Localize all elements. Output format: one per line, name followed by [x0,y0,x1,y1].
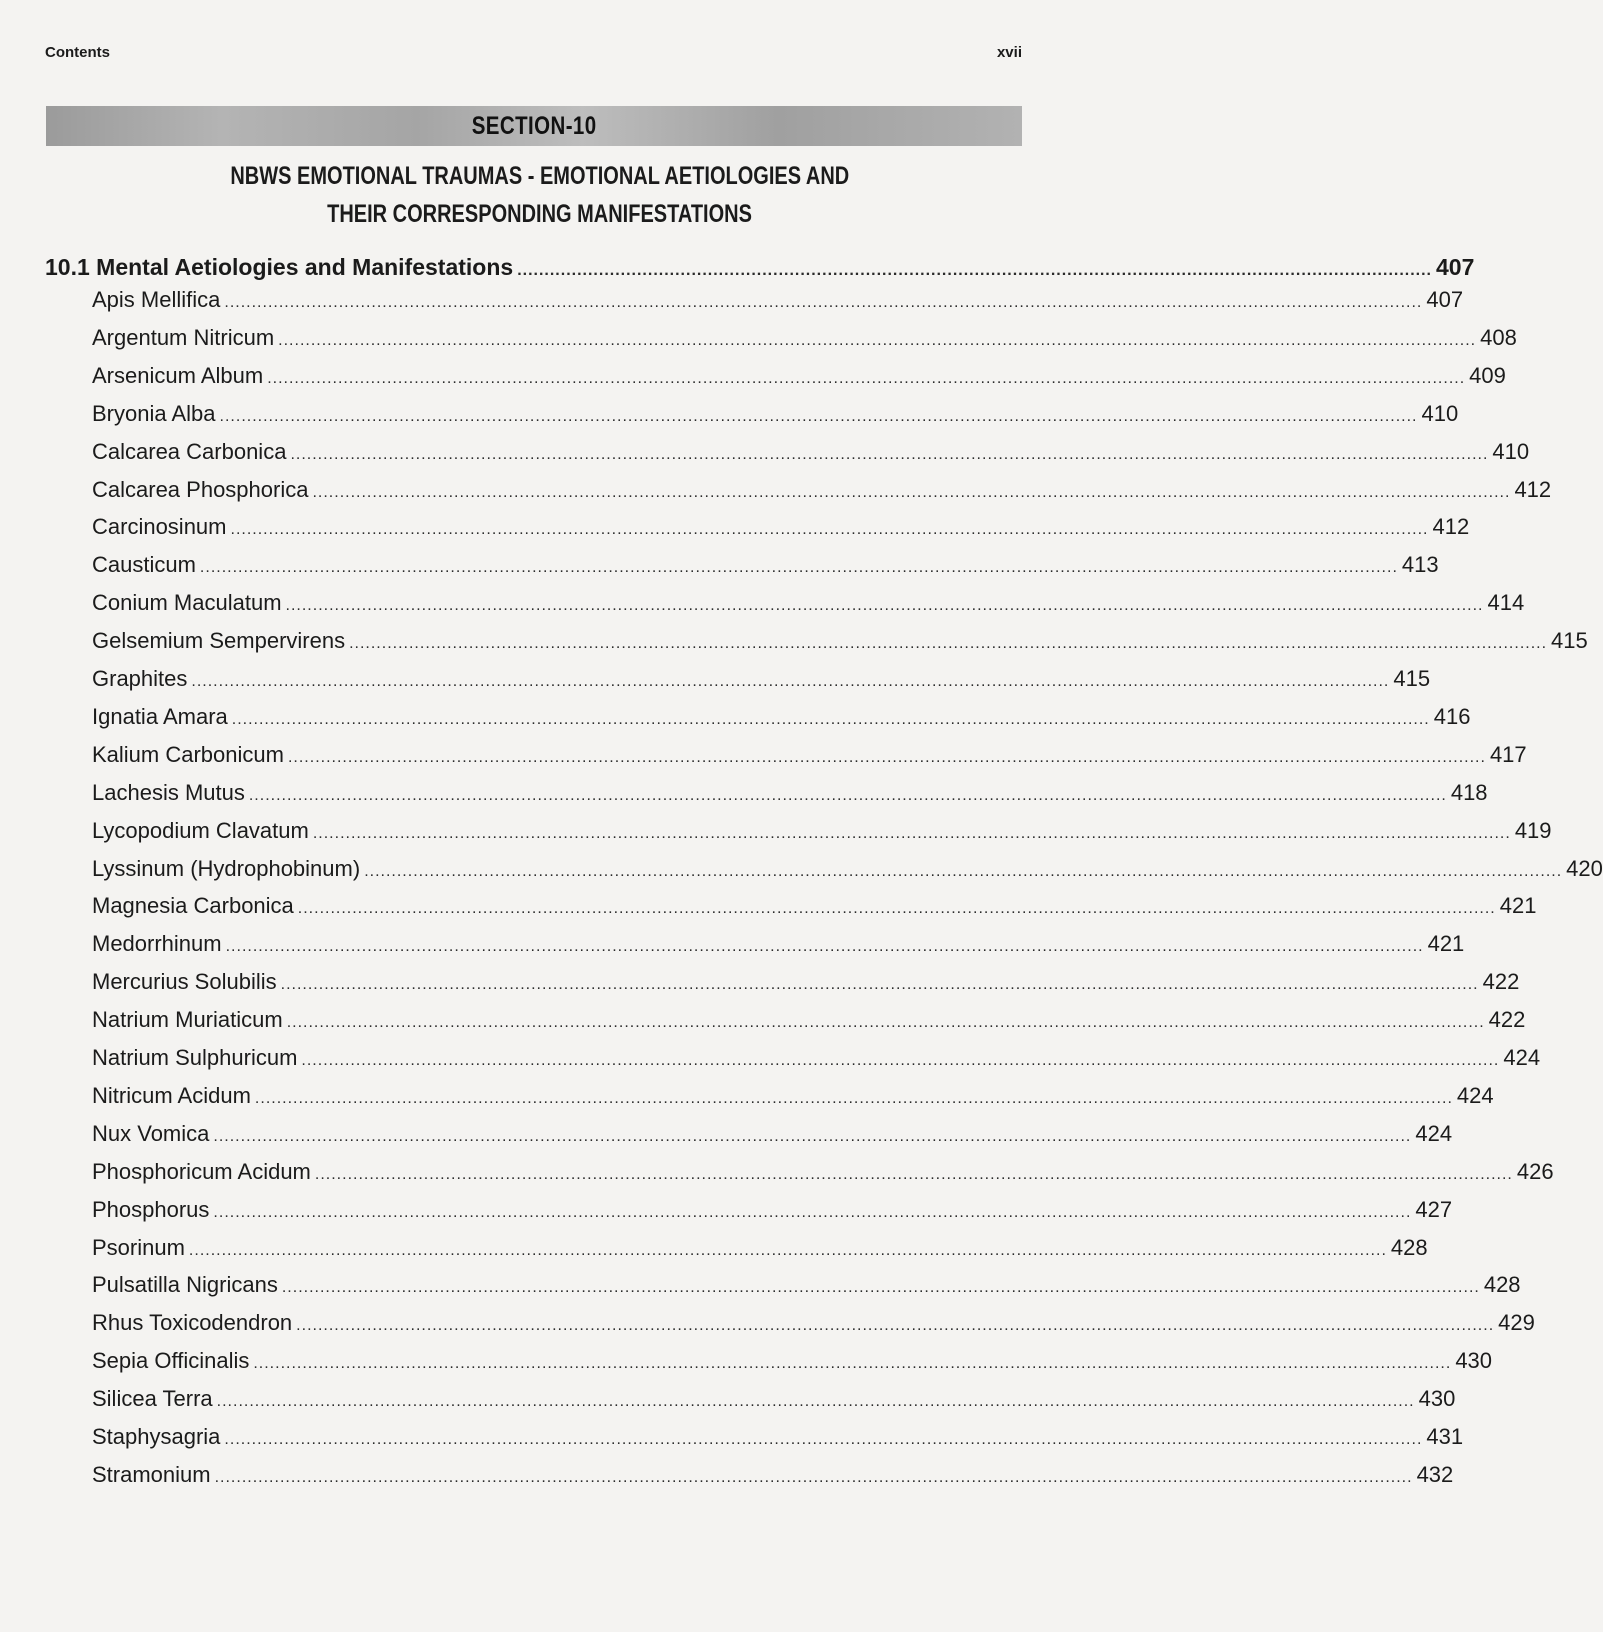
toc-entry-title: Conium Maculatum [92,590,282,616]
toc-entry-title: Apis Mellifica [92,287,221,312]
toc-entry-title: Staphysagria [92,1424,221,1449]
toc-entry-page: 407 [1426,287,1464,312]
toc-entry[interactable] [92,1120,1453,1151]
toc-entry-title: Natrium Muriaticum [92,1007,283,1033]
toc-entry[interactable] [92,1348,1493,1378]
toc-entry[interactable] [92,362,1506,393]
toc-entry[interactable] [92,1461,1454,1492]
toc-entry[interactable] [92,1007,1526,1037]
toc-entry-title: Bryonia Alba [92,400,216,426]
toc-entry-title: Carcinosinum [92,514,227,540]
toc-entry-title: Phosphorus [92,1196,210,1222]
toc-main-entry-title: 10.1 Mental Aetiologies and Manifestations [45,254,514,280]
toc-entry-page: 410 [1421,400,1459,426]
running-header-left: Contents [45,44,110,61]
page-number-roman: xvii [996,44,1022,61]
toc-entry-title: Pulsatilla Nigricans [92,1272,278,1298]
dot-leader: ............................................................................................................................................................................................................................ [349,635,1548,653]
toc-entry-page: 430 [1455,1348,1493,1374]
toc-entry[interactable] [92,1310,1535,1340]
dot-leader: ............................................................................................................................................................................................................................ [254,1089,1453,1107]
toc-entry-title: Stramonium [92,1461,211,1487]
toc-entry-title: Phosphoricum Acidum [92,1158,311,1184]
dot-leader: ............................................................................................................................................................................................................................ [296,1317,1495,1335]
toc-entry-page: 413 [1401,552,1439,578]
toc-entry-title: Lyssinum (Hydrophobinum) [92,855,361,881]
toc-entry-title: Kalium Carbonicum [92,741,284,767]
toc-entry[interactable] [92,1158,1554,1189]
toc-main-entry-page: 407 [1436,254,1475,280]
toc-entry-title: Lycopodium Clavatum [92,817,309,843]
toc-entry-title: Nitricum Acidum [92,1082,251,1108]
toc-entry-page: 408 [1480,324,1517,350]
toc-entry-page: 416 [1433,703,1471,729]
toc-entry[interactable] [92,666,1431,696]
toc-entry-title: Silicea Terra [92,1386,213,1412]
dot-leader: ............................................................................................................................................................................................................................ [188,1241,1387,1259]
toc-entry-page: 426 [1516,1158,1554,1184]
toc-entry[interactable] [92,1045,1541,1075]
toc-entry-page: 420 [1566,855,1603,881]
toc-entry-page: 415 [1551,628,1588,654]
toc-entry[interactable] [92,1234,1428,1265]
dot-leader: ............................................................................................................................................................................................................................ [297,900,1496,918]
section-title-line-2: THEIR CORRESPONDING MANIFESTATIONS [327,200,753,228]
dot-leader: ............................................................................................................................................................................................................................ [191,673,1390,690]
toc-entry[interactable] [92,514,1470,544]
toc-entry-title: Graphites [92,666,188,691]
toc-entry[interactable] [92,476,1552,507]
dot-leader: ............................................................................................................................................................................................................................ [248,786,1447,804]
toc-entry-title: Calcarea Carbonica [92,438,287,464]
toc-entry-title: Calcarea Phosphorica [92,476,309,502]
toc-entry-page: 431 [1426,1424,1464,1449]
toc-entry-title: Mercurius Solubilis [92,969,277,995]
toc-entry-title: Natrium Sulphuricum [92,1045,298,1070]
dot-leader: ............................................................................................................................................................................................................................ [231,710,1430,728]
dot-leader: ............................................................................................................................................................................................................................ [290,445,1489,463]
toc-entry[interactable] [92,1386,1456,1416]
dot-leader: ............................................................................................................................................................................................................................ [224,1431,1423,1448]
dot-leader: ............................................................................................................................................................................................................................ [364,862,1563,880]
toc-entry-page: 429 [1498,1310,1535,1336]
toc-entry[interactable] [92,590,1525,620]
toc-entry-page: 421 [1427,931,1465,957]
dot-leader: ............................................................................................................................................................................................................................ [312,483,1511,501]
toc-entry-title: Ignatia Amara [92,703,228,729]
toc-entry[interactable] [92,1196,1453,1227]
toc-entry-title: Nux Vomica [92,1120,210,1146]
toc-entry-page: 410 [1492,438,1530,464]
toc-entry-page: 428 [1390,1234,1428,1260]
toc-entry-page: 421 [1499,893,1537,919]
dot-leader: ............................................................................................................................................................................................................................ [214,1468,1413,1486]
dot-leader: ............................................................................................................................................................................................................................ [312,824,1511,842]
toc-entry-page: 412 [1514,476,1552,502]
toc-entry[interactable] [92,628,1588,658]
toc-entry-page: 422 [1482,969,1520,995]
dot-leader: ............................................................................................................................................................................................................................ [216,1393,1415,1411]
toc-entry-title: Magnesia Carbonica [92,893,294,919]
dot-leader: ............................................................................................................................................................................................................................ [301,1052,1500,1069]
toc-entry-page: 422 [1488,1007,1526,1033]
toc-entry-page: 409 [1469,362,1506,388]
dot-leader: ............................................................................................................................................................................................................................ [253,1355,1452,1373]
dot-leader: ............................................................................................................................................................................................................................ [281,1279,1480,1297]
toc-entry-page: 415 [1393,666,1431,691]
toc-entry[interactable] [92,287,1464,317]
toc-entry-page: 417 [1489,741,1527,767]
toc-entry-title: Argentum Nitricum [92,324,275,350]
toc-entry[interactable] [92,703,1471,734]
toc-entry-title: Psorinum [92,1234,185,1260]
dot-leader: ............................................................................................................................................................................................................................ [287,748,1486,766]
toc-entry-page: 427 [1415,1196,1453,1222]
dot-leader: ............................................................................................................................................................................................................................ [219,407,1418,425]
toc-entry[interactable] [92,324,1517,355]
toc-entry-title: Medorrhinum [92,931,222,957]
toc-entry-page: 424 [1415,1120,1453,1146]
section-banner [46,106,1022,146]
dot-leader: ............................................................................................................................................................................................................................ [280,976,1479,994]
toc-entry-page: 419 [1514,817,1552,843]
toc-entry[interactable] [92,855,1603,886]
toc-entry-page: 428 [1483,1272,1521,1298]
dot-leader: ............................................................................................................................................................................................................................ [286,1014,1485,1032]
toc-entry[interactable] [92,817,1552,848]
dot-leader: ............................................................................................................................................................................................................................ [199,559,1398,577]
toc-entry-page: 418 [1450,779,1488,805]
toc-entry-page: 414 [1487,590,1525,616]
dot-leader: ............................................................................................................................................................................................................................ [285,597,1484,615]
toc-entry-title: Gelsemium Sempervirens [92,628,346,654]
toc-entry-title: Arsenicum Album [92,362,264,388]
toc-entry[interactable] [92,893,1537,923]
toc-entry[interactable] [92,1424,1464,1454]
dot-leader: ............................................................................................................................................................................................................................ [213,1127,1412,1145]
dot-leader: ............................................................................................................................................................................................................................ [213,1203,1412,1221]
toc-entry-page: 432 [1416,1461,1454,1487]
section-title-line-1: NBWS EMOTIONAL TRAUMAS - EMOTIONAL AETIOLOGIES AND [230,162,850,190]
dot-leader: ............................................................................................................................................................................................................................ [225,938,1424,956]
toc-entry-page: 412 [1432,514,1470,540]
toc-main-entry[interactable] [45,254,1475,284]
toc-entry-title: Causticum [92,552,196,578]
toc-entry-page: 430 [1418,1386,1456,1412]
toc-entry-title: Lachesis Mutus [92,779,245,805]
toc-entry[interactable] [92,400,1459,431]
section-label: SECTION-10 [471,111,597,140]
toc-entry[interactable] [92,969,1520,999]
dot-leader: ............................................................................................................................................................................................................................ [278,331,1477,349]
toc-entry[interactable] [92,779,1488,810]
dot-leader: ............................................................................................................................................................................................................................ [230,521,1429,539]
toc-entry[interactable] [92,741,1527,772]
toc-entry[interactable] [92,438,1530,469]
dot-leader: ............................................................................................................................................................................................................................ [314,1165,1513,1183]
toc-entry[interactable] [92,1082,1494,1113]
dot-leader: ............................................................................................................................................................................................................................ [224,294,1423,311]
dot-leader: ............................................................................................................................................................................................................................ [267,369,1466,387]
toc-entry-page: 424 [1503,1045,1541,1070]
toc-entry[interactable] [92,931,1465,961]
toc-entry[interactable] [92,552,1439,582]
toc-entry-title: Rhus Toxicodendron [92,1310,293,1336]
toc-entry-page: 424 [1456,1082,1494,1108]
dot-leader: ........................................................................................................................................................................ [517,262,1432,279]
toc-entry-title: Sepia Officinalis [92,1348,250,1374]
toc-entry[interactable] [92,1272,1521,1302]
